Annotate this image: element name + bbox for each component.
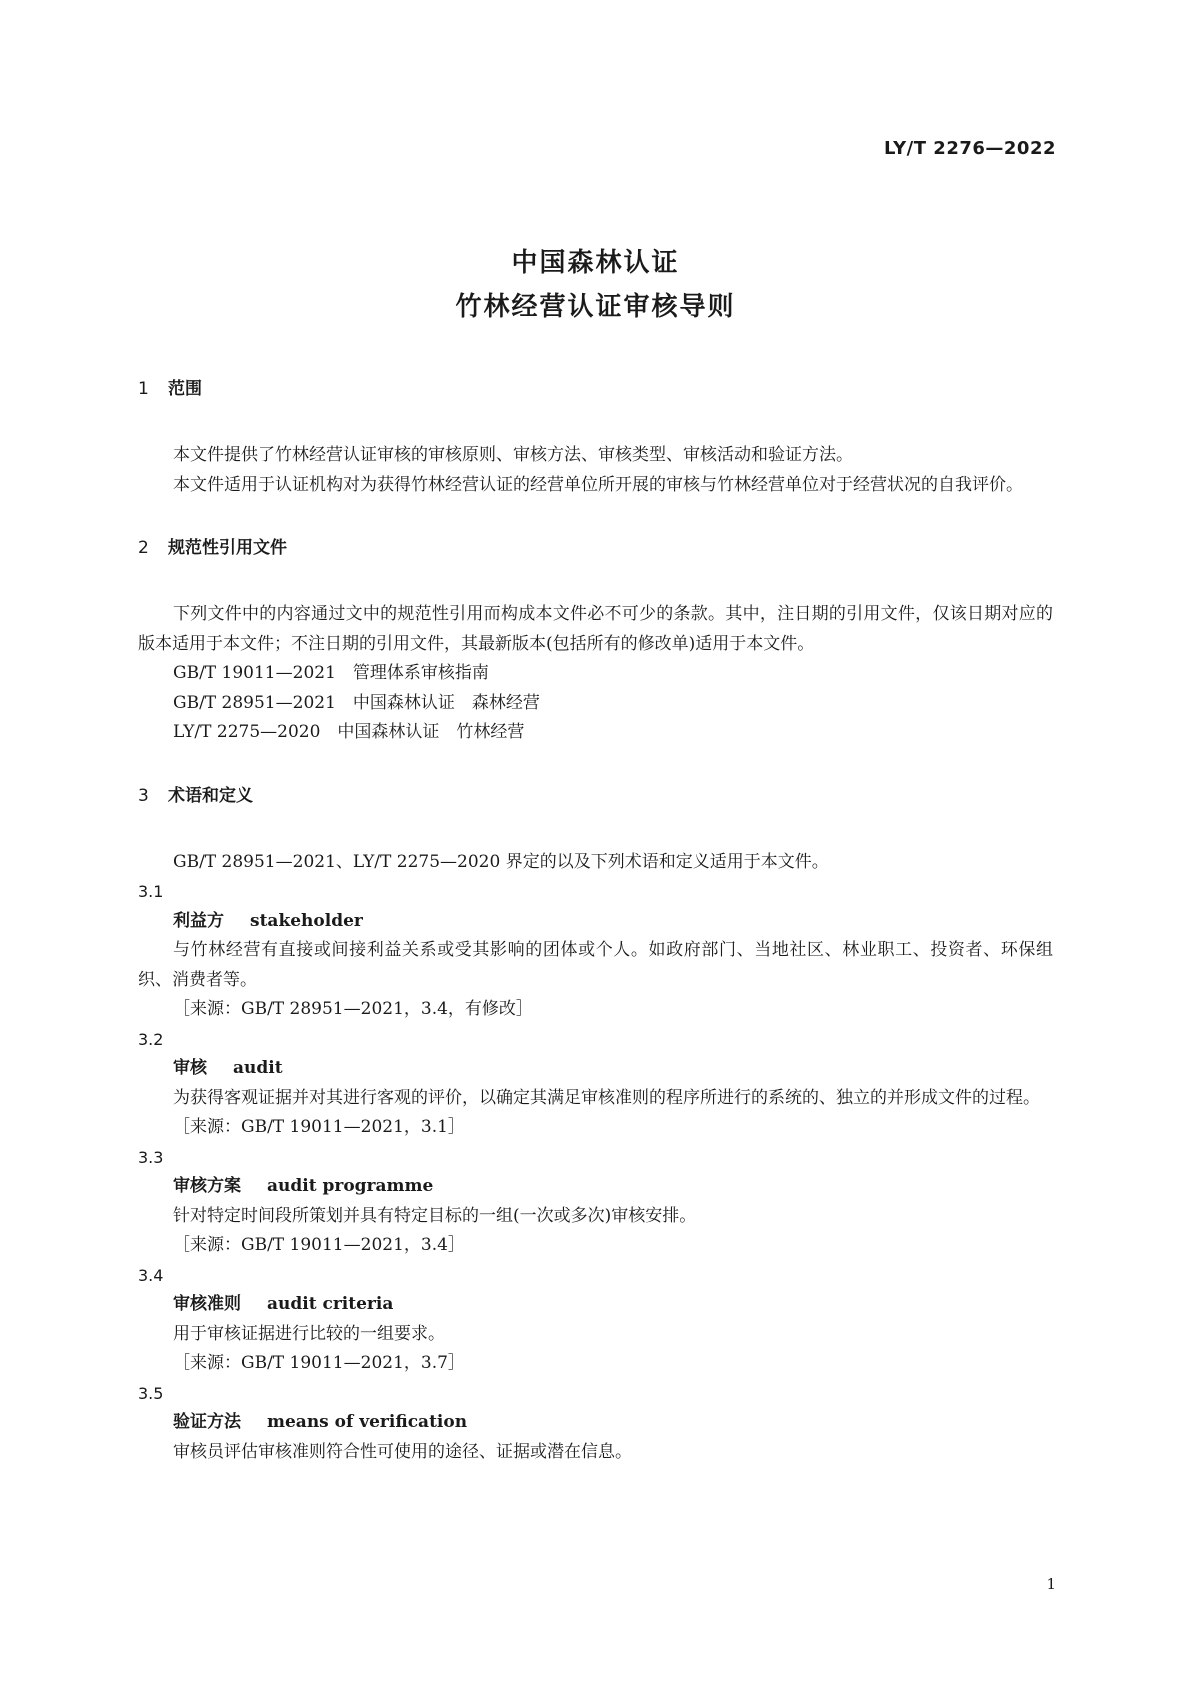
title-line-2: 竹林经营认证审核导则 [455, 292, 736, 322]
document-body [138, 375, 1053, 1467]
term-number: 3.4 [138, 1265, 164, 1285]
term-name [138, 1408, 1053, 1438]
term-definition: 审核员评估审核准则符合性可使用的途径、证据或潜在信息。 [173, 1441, 632, 1462]
term-name [138, 1054, 1053, 1084]
term-source: ［来源：GB/T 19011—2021，3.1］ [173, 1117, 465, 1137]
section-heading-scope [138, 375, 1053, 403]
term-english: means of verification [267, 1412, 468, 1432]
term-number: 3.3 [138, 1147, 164, 1167]
reference-item: GB/T 28951—2021 中国森林认证 森林经营 [173, 692, 540, 713]
standard-code: LY/T 2276—2022 [883, 138, 1056, 159]
term-source: ［来源：GB/T 19011—2021，3.7］ [173, 1353, 465, 1373]
term-source: ［来源：GB/T 19011—2021，3.4］ [173, 1235, 465, 1255]
section-number: 3 [138, 785, 149, 806]
term-name [138, 907, 1053, 937]
paragraph: 下列文件中的内容通过文中的规范性引用而构成本文件必不可少的条款。其中，注日期的引用文件，仅该日期对应的版本适用于本文件；不注日期的引用文件，其最新版本(包括所有的修改单)适用于本文件。 [138, 604, 1053, 654]
section-title: 术语和定义 [168, 785, 253, 806]
section-heading-terms [138, 782, 1053, 810]
term-chinese: 验证方法 [173, 1412, 241, 1432]
term-name [138, 1172, 1053, 1202]
section-title: 范围 [168, 379, 202, 399]
paragraph: 本文件提供了竹林经营认证审核的审核原则、审核方法、审核类型、审核活动和验证方法。 [173, 445, 853, 465]
term-definition: 为获得客观证据并对其进行客观的评价，以确定其满足审核准则的程序所进行的系统的、独立的并形成文件的过程。 [173, 1087, 1040, 1108]
reference-item: GB/T 19011—2021 管理体系审核指南 [173, 663, 489, 683]
term-number: 3.2 [138, 1029, 164, 1049]
term-definition: 针对特定时间段所策划并具有特定目标的一组(一次或多次)审核安排。 [173, 1205, 697, 1226]
section-title: 规范性引用文件 [168, 538, 287, 558]
section-number: 1 [138, 379, 149, 399]
term-english: audit criteria [267, 1294, 394, 1314]
term-chinese: 利益方 [173, 910, 224, 931]
term-source: ［来源：GB/T 28951—2021，3.4，有修改］ [173, 999, 533, 1019]
section-number: 2 [138, 538, 149, 558]
title-line-1: 中国森林认证 [511, 248, 680, 278]
term-chinese: 审核 [173, 1058, 207, 1078]
term-chinese: 审核方案 [173, 1176, 241, 1196]
term-definition: 与竹林经营有直接或间接利益关系或受其影响的团体或个人。如政府部门、当地社区、林业职工、投资者、环保组织、消费者等。 [138, 940, 1053, 990]
section-heading-normative-references [138, 534, 1053, 562]
paragraph: GB/T 28951—2021、LY/T 2275—2020 界定的以及下列术语和定义适用于本文件。 [173, 851, 829, 872]
reference-item: LY/T 2275—2020 中国森林认证 竹林经营 [173, 722, 525, 742]
term-chinese: 审核准则 [173, 1294, 241, 1314]
term-english: audit [233, 1058, 283, 1078]
term-definition: 用于审核证据进行比较的一组要求。 [173, 1323, 445, 1344]
term-english: audit programme [267, 1176, 434, 1196]
page-number: 1 [1046, 1575, 1056, 1593]
term-number: 3.5 [138, 1383, 164, 1403]
paragraph: 本文件适用于认证机构对为获得竹林经营认证的经营单位所开展的审核与竹林经营单位对于经营状况的自我评价。 [173, 474, 1023, 495]
term-english: stakeholder [250, 910, 363, 931]
term-name [138, 1290, 1053, 1320]
term-number: 3.1 [138, 882, 164, 901]
